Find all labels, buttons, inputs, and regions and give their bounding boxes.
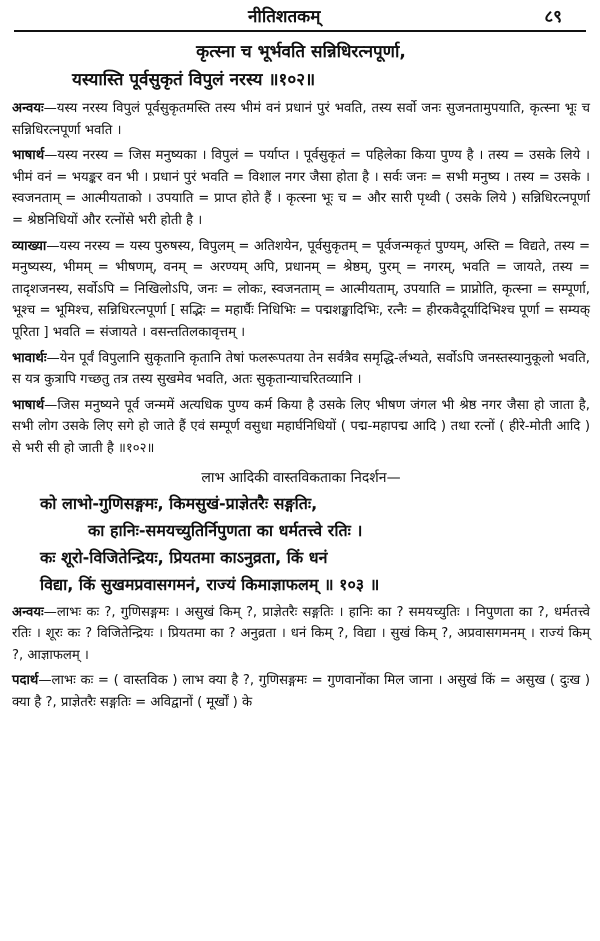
vyakhya-text: —यस्य नरस्य = यस्य पुरुषस्य, विपुलम् = अतिशयेन, पूर्वसुकृतम् = पूर्वजन्मकृतं पुण्यम्, अस्ति = विद्यते, तस्य = मनुष्यस्य, भीमम् = भीषणम्, वनम् = अरण्यम् अपि, प्रधानम् = श्रेष्ठम्, पुरम् = नगरम्, भवति = जायते, तस्य = तादृशजनस्य, सर्वोऽपि = निखिलोऽपि, जनः = लोकः, स्वजनताम् = आत्मीयताम्, उपयाति = प्राप्नोति, कृत्स्ना = सम्पूर्णा, भूश्च = भूमिश्च, सन्निधिरत्नपूर्णा [ सद्भिः = महार्घैः निधिभिः = पद्मशङ्खादिभिः, रत्नैः = हीरकवैदूर्यादिभिश्च पूर्णा = सम्यक् पूरिता ] भवति = संजायते । वसन्ततिलकावृत्तम् ।: [12, 238, 590, 340]
bhashartha-text: —यस्य नरस्य = जिस मनुष्यका । विपुलं = पर्याप्त । पूर्वसुकृतं = पहिलेका किया पुण्य है । तस्य = उसके लिये । भीमं वनं = भयङ्कर वन भी । प्रधानं पुरं भवति = विशाल नगर जैसा होता है । सर्वः जनः = सभी मनुष्य । तस्य = उसके । स्वजनताम् = आत्मीयताको । उपयाति = प्राप्त होते हैं । कृत्स्ना भूः च = और सारी पृथ्वी ( उसके लिये ) सन्निधिरत्नपूर्णा = श्रेष्ठनिधियों और रत्नोंसे भरी होती है ।: [12, 148, 590, 228]
section-heading: लाभ आदिकी वास्तविकताका निदर्शन—: [201, 469, 401, 486]
padartha-text: —लाभः कः = ( वास्तविक ) लाभ क्या है ?, गुणिसङ्गमः = गुणवानोंका मिल जाना । असुखं किं = असुख ( दुःख ) क्या है ?, प्राज्ञेतरैः सङ्गतिः = अविद्वानों ( मूर्खों ) के: [12, 673, 590, 710]
page-number: ८९: [544, 7, 562, 27]
verse-103-line-3: कः शूरो-विजितेन्द्रियः, प्रियतमा काऽनुव्रता, किं धनं: [40, 547, 328, 567]
bhavartha-102: [12, 348, 590, 391]
vyakhya-102: [12, 236, 590, 344]
bhashartha2-102: [12, 395, 590, 460]
anvaya-103-label: अन्वयः: [12, 604, 44, 620]
bhashartha-label: भाषार्थ: [12, 148, 45, 164]
anvaya-103: [12, 602, 590, 667]
verse-102-line-2: यस्यास्ति पूर्वसुकृतं विपुलं नरस्य ॥१०२॥: [72, 70, 316, 90]
bhavartha-text: —येन पूर्वं विपुलानि सुकृतानि कृतानि तेषां फलरूपतया तेन सर्वत्रैव समृद्धि-र्लभ्यते, सर्वोऽपि जनस्तस्यानुकूलो भवति, स यत्र कुत्रापि गच्छतु तत्र तस्य सुखमेव भवति, अतः सुकृतान्याचरितव्यानि ।: [12, 350, 590, 388]
vyakhya-label: व्याख्या: [12, 238, 47, 254]
anvaya-text: —यस्य नरस्य विपुलं पूर्वसुकृतमस्ति तस्य भीमं वनं प्रधानं पुरं भवति, तस्य सर्वो जनः सुजनतामुपयाति, कृत्स्ना भूः च सन्निधिरत्नपूर्णा भवति ।: [12, 101, 590, 138]
anvaya-103-text: —लाभः कः ?, गुणिसङ्गमः । असुखं किम् ?, प्राज्ञेतरैः सङ्गतिः । हानिः का ? समयच्युतिः । निपुणता का ?, धर्मतत्त्वे रतिः । शूरः कः ? विजितेन्द्रियः । प्रियतमा का ? अनुव्रता । धनं किम् ?, विद्या । सुखं किम् ?, अप्रवासगमनम् । राज्यं किम् ?, आज्ञाफलम् ।: [12, 604, 590, 663]
verse-102-line-1: कृत्स्ना च भूर्भवति सन्निधिरत्नपूर्णा,: [196, 42, 406, 62]
bhashartha2-label: भाषार्थ: [12, 397, 45, 413]
verse-103-line-4: विद्या, किं सुखमप्रवासगमनं, राज्यं किमाज्ञाफलम् ॥ १०३ ॥: [40, 574, 380, 594]
padartha-103: [12, 670, 590, 713]
header-rule: [14, 30, 586, 32]
page-body: [12, 38, 590, 713]
verse-103-line-1: को लाभो-गुणिसङ्गमः, किमसुखं-प्राज्ञेतरैः सङ्गतिः,: [40, 493, 318, 513]
anvaya-102: [12, 98, 590, 141]
bhavartha-label: भावार्थः: [12, 350, 47, 366]
bhashartha-102: [12, 145, 590, 231]
verse-103-line-2: का हानिः-समयच्युतिर्निपुणता का धर्मतत्त्वे रतिः ।: [88, 520, 363, 540]
padartha-label: पदार्थ: [12, 673, 39, 689]
bhashartha2-text: —जिस मनुष्यने पूर्व जन्ममें अत्यधिक पुण्य कर्म किया है उसके लिए भीषण जंगल भी श्रेष्ठ नगर जैसा हो जाता है, सभी लोग उसके लिए सगे हो जाते हैं एवं सम्पूर्ण वसुधा महार्घनिधियों ( पद्म-महापद्म आदि ) तथा रत्नों ( हीरे-मोती आदि ) से भरी सी हो जाती है ॥१०२॥: [12, 397, 590, 456]
page-header: [0, 4, 600, 28]
anvaya-label: अन्वयः: [12, 101, 44, 116]
running-title: नीतिशतकम्: [248, 7, 321, 27]
